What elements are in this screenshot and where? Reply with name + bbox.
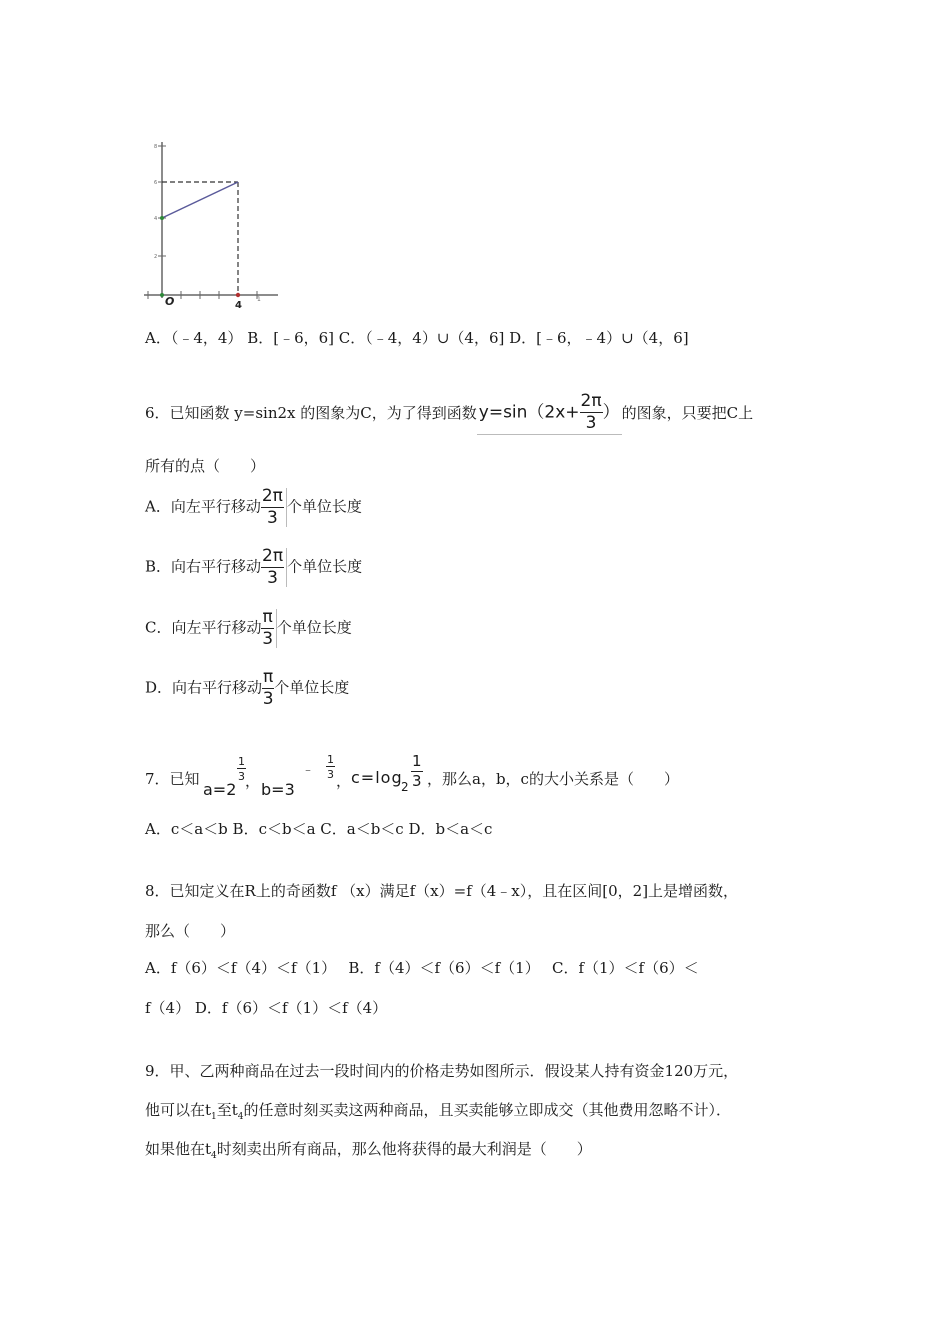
q7-a-exp-den: 3 bbox=[238, 770, 245, 783]
q6-option-d bbox=[145, 669, 349, 708]
q6-option-c bbox=[145, 609, 352, 648]
q5-options: A．（﹣4，4） B．[﹣6，6] C．（﹣4，4）∪（4，6] D．[﹣6，﹣4）∪（4，6] bbox=[145, 329, 689, 347]
q9-line2-sub1: 1 bbox=[211, 1112, 217, 1122]
q7-stem-post: ，那么a，b，c的大小关系是（ ） bbox=[427, 770, 679, 788]
q6-option-a-frac bbox=[261, 488, 287, 527]
q9-line1: 9．甲、乙两种商品在过去一段时间内的价格走势如图所示．假设某人持有资金120万元， bbox=[145, 1062, 739, 1080]
q6-formula bbox=[477, 393, 622, 435]
q6-option-a-post: 个单位长度 bbox=[286, 497, 362, 516]
q6-option-c-pre: C．向左平行移动 bbox=[145, 618, 262, 637]
graph-segment bbox=[162, 182, 238, 218]
q8-stem-line2: 那么（ ） bbox=[145, 922, 236, 940]
q7-b-exp-den: 3 bbox=[327, 768, 334, 781]
q7-b-exp-sign: ﹣ bbox=[302, 762, 315, 776]
q7-c-frac bbox=[411, 754, 423, 789]
q9-line3-b: 时刻卖出所有商品，那么他将获得的最大利润是（ ） bbox=[216, 1140, 592, 1158]
q6-stem-post: 的图象，只要把C上 bbox=[621, 404, 754, 422]
origin-point bbox=[160, 293, 164, 297]
q6-formula-pre: y=sin（2x+ bbox=[478, 402, 580, 423]
q9-line2-a: 他可以在t bbox=[145, 1101, 212, 1119]
q5-figure bbox=[140, 138, 285, 313]
q9-line2-c: 的任意时刻买卖这两种商品，且买卖能够立即成交（其他费用忽略不计）． bbox=[243, 1101, 732, 1119]
q7-b-exp bbox=[326, 754, 335, 780]
q7-options: A．c＜a＜b B．c＜b＜a C．a＜b＜c D．b＜a＜c bbox=[145, 820, 493, 838]
q7-a-base: a=2 bbox=[203, 780, 237, 799]
q8-options-line1: A．f（6）＜f（4）＜f（1） B．f（4）＜f（6）＜f（1） C．f（1）＜f（6）＜ bbox=[145, 959, 699, 977]
q6-option-d-den: 3 bbox=[262, 689, 274, 709]
q6-option-a-pre: A．向左平行移动 bbox=[145, 497, 261, 516]
q6-option-b-den: 3 bbox=[267, 568, 278, 588]
q8-options-line2: f（4） D．f（6）＜f（1）＜f（4） bbox=[145, 999, 388, 1017]
q6-stem bbox=[145, 393, 753, 435]
q6-option-a-den: 3 bbox=[266, 508, 278, 528]
y-tick-4: 4 bbox=[154, 216, 158, 222]
q9-line2-sub2: 4 bbox=[237, 1112, 244, 1122]
q6-option-b bbox=[145, 548, 362, 587]
y-tick-8: 8 bbox=[154, 144, 158, 150]
q6-stem-pre: 6．已知函数 y=sin2x 的图象为C，为了得到函数 bbox=[145, 404, 477, 422]
q7-b-exp-num: 1 bbox=[327, 753, 334, 766]
q7-stem-pre: 7．已知 bbox=[145, 770, 200, 788]
q8-stem-line1: 8．已知定义在R上的奇函数f （x）满足f（x）=f（4﹣x），且在区间[0，2]上是增函数， bbox=[145, 882, 739, 900]
q6-option-d-post: 个单位长度 bbox=[274, 678, 350, 697]
x-tick-4-label: 4 bbox=[235, 300, 242, 311]
q9-line3 bbox=[145, 1138, 592, 1161]
q7-sep1: ， bbox=[245, 772, 261, 790]
y-tick-2: 2 bbox=[154, 254, 158, 260]
q6-option-b-frac bbox=[261, 548, 287, 587]
q7-c-sub: 2 bbox=[401, 780, 409, 794]
q9-line2 bbox=[145, 1099, 731, 1122]
q9-line3-sub: 4 bbox=[211, 1151, 217, 1161]
q7-a-exp-num: 1 bbox=[238, 755, 245, 768]
q6-option-d-num: π bbox=[263, 667, 274, 687]
q6-formula-num: 2π bbox=[580, 391, 602, 411]
q7-c-num: 1 bbox=[412, 752, 422, 770]
q7-c-pre: c=log bbox=[351, 768, 403, 787]
origin-label: O bbox=[165, 295, 175, 308]
y-tick-6: 6 bbox=[154, 180, 158, 186]
q6-option-a-num: 2π bbox=[261, 486, 283, 506]
q6-option-a bbox=[145, 488, 362, 527]
q7-c-den: 3 bbox=[412, 772, 422, 790]
q6-stem-line2: 所有的点（ ） bbox=[145, 457, 266, 475]
q9-line2-b: 至t bbox=[216, 1101, 238, 1119]
q7-sep2: ， bbox=[336, 772, 352, 790]
q7-b-base: b=3 bbox=[261, 780, 295, 799]
q6-formula-frac bbox=[580, 393, 603, 432]
q9-line3-a: 如果他在t bbox=[145, 1140, 212, 1158]
q6-option-d-pre: D．向右平行移动 bbox=[145, 678, 263, 697]
q6-option-c-num: π bbox=[262, 607, 273, 627]
q6-option-b-num: 2π bbox=[262, 546, 284, 566]
q6-option-c-frac bbox=[261, 609, 276, 648]
x-tick-1-label: 1 bbox=[257, 296, 261, 303]
q6-option-d-frac bbox=[262, 669, 274, 708]
q6-option-b-post: 个单位长度 bbox=[287, 557, 363, 576]
q6-option-b-pre: B．向右平行移动 bbox=[145, 557, 262, 576]
q6-option-c-den: 3 bbox=[262, 629, 274, 649]
q6-formula-post: ） bbox=[602, 402, 620, 423]
point-start bbox=[160, 216, 164, 220]
point-x4 bbox=[236, 293, 240, 297]
q6-option-c-post: 个单位长度 bbox=[276, 618, 352, 637]
q6-formula-den: 3 bbox=[585, 413, 597, 433]
